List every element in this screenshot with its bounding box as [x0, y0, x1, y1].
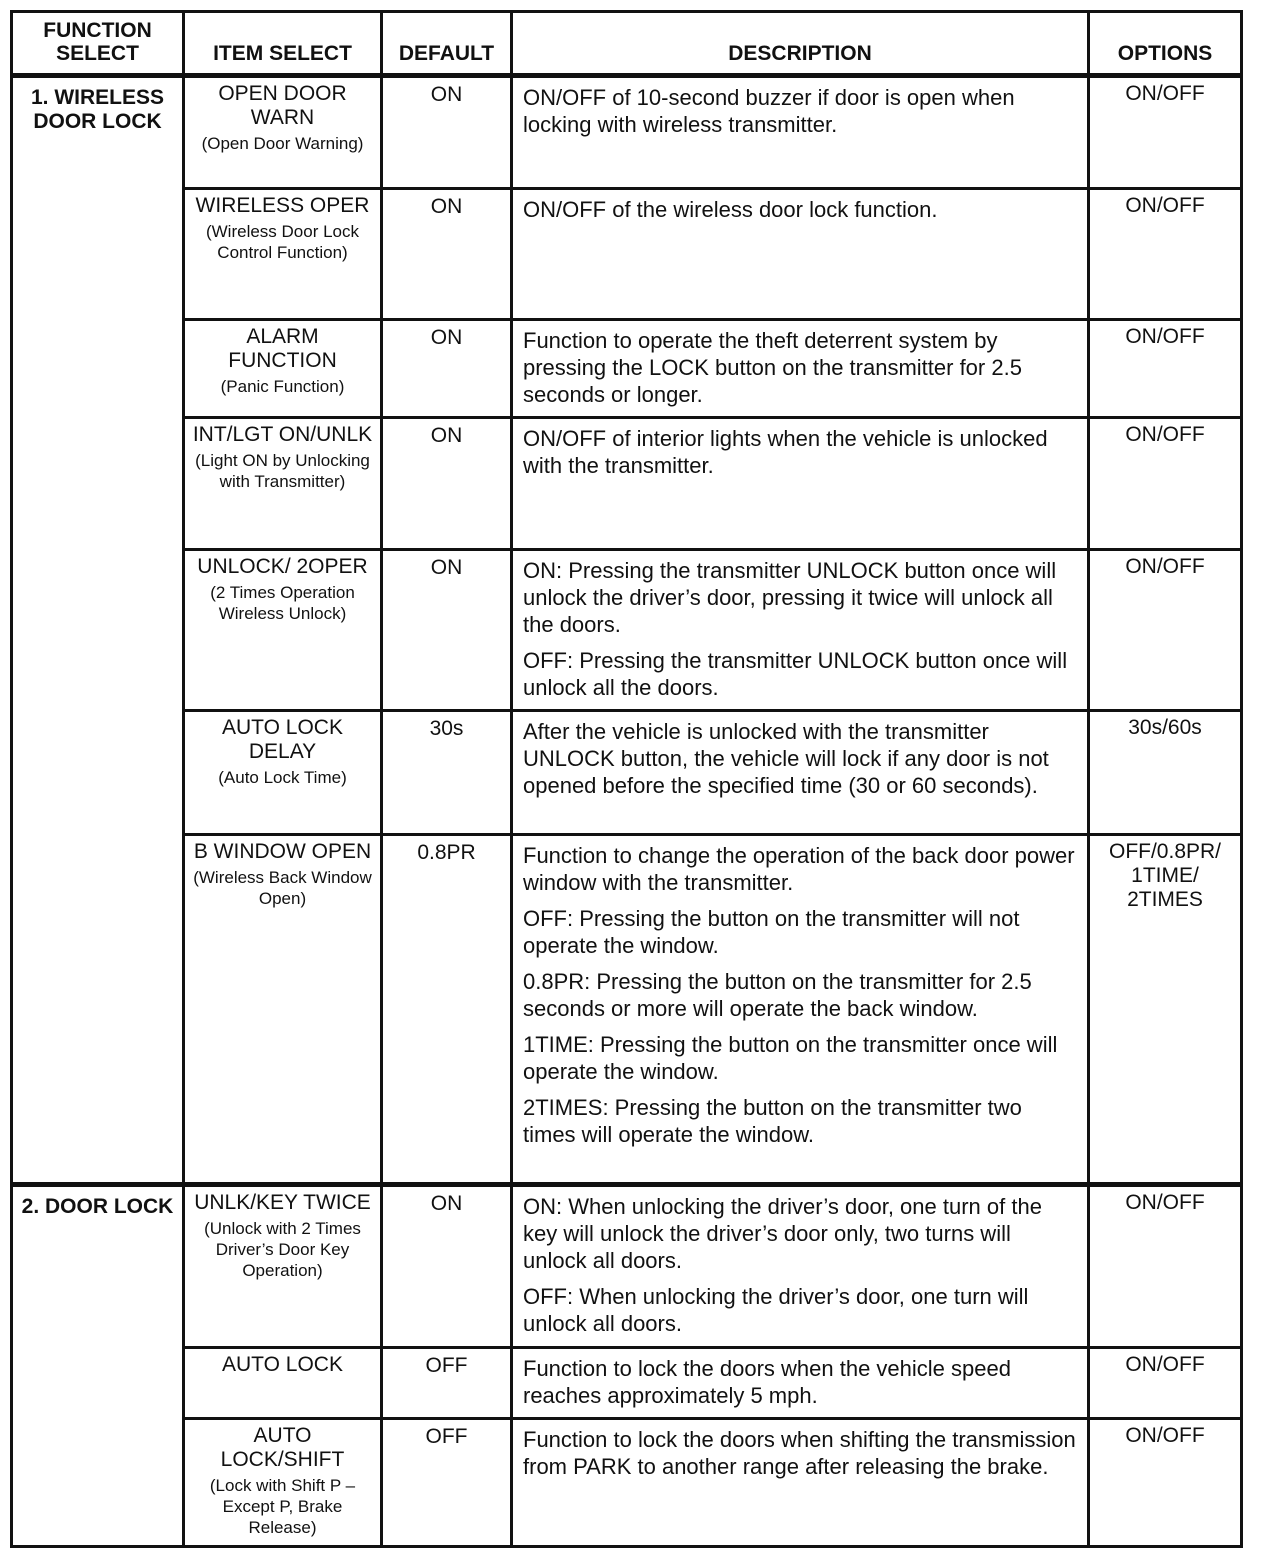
header-function-select: FUNCTION SELECT	[12, 12, 184, 76]
table-body	[12, 76, 1242, 1547]
description-text: OFF: Pressing the transmitter UNLOCK button once will unlock all the doors.	[523, 648, 1068, 700]
options-cell: ON/OFF	[1089, 1348, 1242, 1419]
description-text: Function to lock the doors when shifting the transmission from PARK to another range after releasing the brake.	[523, 1427, 1076, 1479]
description-cell	[512, 835, 1089, 1185]
item-sublabel: (Wireless Door Lock Control Function)	[205, 222, 360, 262]
options-cell: ON/OFF	[1089, 1419, 1242, 1547]
options-cell: ON/OFF	[1089, 550, 1242, 711]
options-cell: 30s/60s	[1089, 711, 1242, 835]
table-row	[12, 835, 1242, 1185]
options-cell: ON/OFF	[1089, 320, 1242, 418]
item-sublabel: (Panic Function)	[220, 377, 345, 396]
description-text: ON: When unlocking the driver’s door, one turn of the key will unlock the driver’s door only, two turns will unlock all doors.	[523, 1194, 1042, 1273]
description-text: OFF: Pressing the button on the transmitter will not operate the window.	[523, 906, 1020, 958]
item-sublabel: (Open Door Warning)	[201, 134, 364, 153]
function-cell-door-lock: 2. DOOR LOCK	[12, 1185, 184, 1547]
header-default: DEFAULT	[382, 12, 512, 76]
options-cell: ON/OFF	[1089, 1185, 1242, 1348]
default-cell: ON	[382, 418, 512, 550]
item-cell	[184, 1185, 382, 1348]
table-row	[12, 1348, 1242, 1419]
description-text: ON/OFF of the wireless door lock function.	[523, 197, 938, 222]
header-description: DESCRIPTION	[512, 12, 1089, 76]
default-cell: 0.8PR	[382, 835, 512, 1185]
item-label: B WINDOW OPEN	[193, 840, 372, 863]
item-sublabel: (2 Times Operation Wireless Unlock)	[210, 583, 355, 623]
description-cell	[512, 1419, 1089, 1547]
table-row	[12, 1185, 1242, 1348]
function-settings-table	[10, 10, 1243, 1548]
item-label: WIRELESS OPER	[195, 194, 370, 217]
item-cell	[184, 189, 382, 320]
description-text: ON/OFF of 10-second buzzer if door is open when locking with wireless transmitter.	[523, 85, 1015, 137]
table-row	[12, 711, 1242, 835]
description-cell	[512, 320, 1089, 418]
item-sublabel: (Wireless Back Window Open)	[193, 868, 372, 908]
item-sublabel: (Lock with Shift P – Except P, Brake Release)	[209, 1476, 356, 1537]
item-cell	[184, 550, 382, 711]
options-cell: ON/OFF	[1089, 189, 1242, 320]
item-cell	[184, 418, 382, 550]
description-text: 2TIMES: Pressing the button on the transmitter two times will operate the window.	[523, 1095, 1022, 1147]
item-cell	[184, 711, 382, 835]
description-text: ON: Pressing the transmitter UNLOCK button once will unlock the driver’s door, pressing it twice will unlock all the doors.	[523, 558, 1057, 637]
item-cell	[184, 1348, 382, 1419]
description-cell	[512, 189, 1089, 320]
settings-table-page	[10, 10, 1240, 1548]
default-cell: ON	[382, 550, 512, 711]
item-label: AUTO LOCK/SHIFT	[220, 1424, 345, 1471]
item-cell	[184, 835, 382, 1185]
description-cell	[512, 1348, 1089, 1419]
options-cell: ON/OFF	[1089, 418, 1242, 550]
default-cell: ON	[382, 1185, 512, 1348]
options-cell: ON/OFF	[1089, 76, 1242, 189]
default-cell: OFF	[382, 1419, 512, 1547]
item-label: ALARM FUNCTION	[228, 325, 337, 372]
description-text: Function to lock the doors when the vehicle speed reaches approximately 5 mph.	[523, 1356, 1011, 1408]
table-row	[12, 550, 1242, 711]
description-cell	[512, 76, 1089, 189]
item-sublabel: (Auto Lock Time)	[218, 768, 347, 787]
table-row	[12, 1419, 1242, 1547]
description-cell	[512, 550, 1089, 711]
item-sublabel: (Unlock with 2 Times Driver’s Door Key Operation)	[204, 1219, 361, 1280]
options-cell: OFF/0.8PR/ 1TIME/ 2TIMES	[1089, 835, 1242, 1185]
item-cell	[184, 320, 382, 418]
item-cell	[184, 1419, 382, 1547]
table-row	[12, 418, 1242, 550]
description-cell	[512, 1185, 1089, 1348]
table-row	[12, 76, 1242, 189]
default-cell: ON	[382, 320, 512, 418]
table-row	[12, 320, 1242, 418]
table-row	[12, 189, 1242, 320]
default-cell: OFF	[382, 1348, 512, 1419]
function-cell-wireless-door-lock: 1. WIRELESS DOOR LOCK	[12, 76, 184, 1185]
description-text: 1TIME: Pressing the button on the transmitter once will operate the window.	[523, 1032, 1058, 1084]
header-options: OPTIONS	[1089, 12, 1242, 76]
description-text: OFF: When unlocking the driver’s door, one turn will unlock all doors.	[523, 1284, 1029, 1336]
item-label: UNLK/KEY TWICE	[194, 1191, 371, 1214]
description-text: 0.8PR: Pressing the button on the transmitter for 2.5 seconds or more will operate the back window.	[523, 969, 1032, 1021]
default-cell: ON	[382, 189, 512, 320]
description-cell	[512, 418, 1089, 550]
item-label: OPEN DOOR WARN	[218, 82, 347, 129]
description-text: ON/OFF of interior lights when the vehicle is unlocked with the transmitter.	[523, 426, 1048, 478]
description-text: Function to change the operation of the back door power window with the transmitter.	[523, 843, 1075, 895]
header-item-select: ITEM SELECT	[184, 12, 382, 76]
description-text: After the vehicle is unlocked with the transmitter UNLOCK button, the vehicle will lock if any door is not opened before the specified time (30 or 60 seconds).	[523, 719, 1049, 798]
default-cell: ON	[382, 76, 512, 189]
description-cell	[512, 711, 1089, 835]
item-sublabel: (Light ON by Unlocking with Transmitter)	[195, 451, 370, 491]
default-cell: 30s	[382, 711, 512, 835]
item-label: INT/LGT ON/UNLK	[192, 423, 373, 446]
item-cell	[184, 76, 382, 189]
header-row	[12, 12, 1242, 76]
item-label: AUTO LOCK DELAY	[222, 716, 343, 763]
item-label: UNLOCK/ 2OPER	[197, 555, 368, 578]
item-label: AUTO LOCK	[222, 1353, 343, 1376]
description-text: Function to operate the theft deterrent system by pressing the LOCK button on the transmitter for 2.5 seconds or longer.	[523, 328, 1022, 407]
